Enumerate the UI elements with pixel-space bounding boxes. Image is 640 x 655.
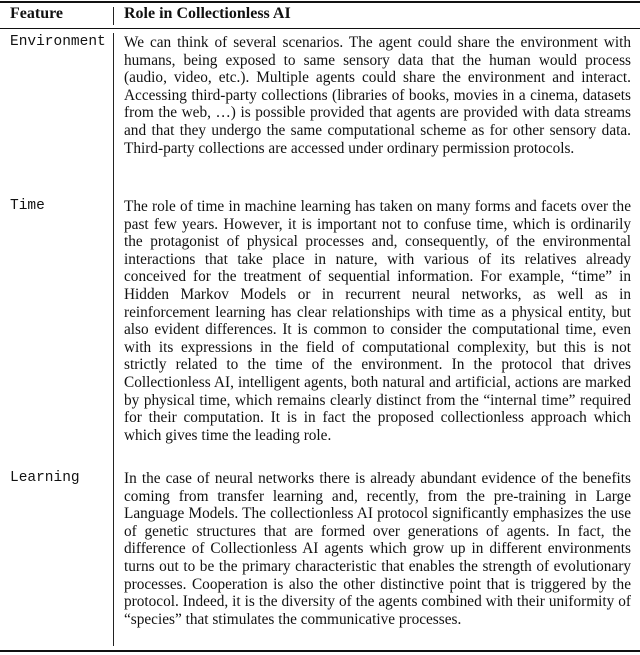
- feature-cell-time: Time: [10, 198, 45, 214]
- top-rule: [0, 1, 640, 3]
- feature-cell-environment: Environment: [10, 34, 106, 50]
- header-role: Role in Collectionless AI: [124, 5, 291, 22]
- header-feature: Feature: [10, 5, 64, 22]
- column-divider-header: [113, 7, 114, 25]
- role-cell-learning: In the case of neural networks there is already abundant evidence of the benefits coming from transfer learning and, recently, from the pre-training in Large Language Models. The collectionless AI protocol significantly emphasizes the use of genetic structures that are formed over generations of agents. In fact, the difference of Collectionless AI agents which grow up in different environments turns out to be the primary characteristic that enables the strength of evolutionary processes. Cooperation is also the other distinctive point that is triggered by the protocol. Indeed, it is the diversity of the agents combined with their uniformity of “species” that stimulates the communicative processes.: [124, 470, 631, 628]
- role-cell-time: The role of time in machine learning has taken on many forms and facets over the past few years. However, it is important not to confuse time, which is ordinarily the protagonist of physical processes and, consequently, of the environmental interactions that take place in nature, with various of its relatives already conceived for the treatment of sequential information. For example, “time” in Hidden Markov Models or in recurrent neural networks, as well as in reinforcement learning has clear relationships with time as a physical entity, but also evident differences. It is common to consider the computational time, even with its expressions in the field of computational complexity, but this is not strictly related to the time of the environment. In the protocol that drives Collectionless AI, intelligent agents, both natural and artificial, actions are marked by physical time, which remains clearly distinct from the “internal time” required for their computation. It is in fact the proposed collectionless approach which which gives time the leading role.: [124, 198, 631, 444]
- bottom-rule: [0, 650, 640, 652]
- header-rule: [0, 28, 640, 29]
- feature-cell-learning: Learning: [10, 470, 80, 486]
- column-divider-body: [113, 33, 114, 646]
- role-cell-environment: We can think of several scenarios. The agent could share the environment with humans, being exposed to same sensory data that the human would process (audio, video, etc.). Multiple agents could share the environment and interact. Accessing third-party collections (libraries of books, movies in a cinema, datasets from the web, …) is possible provided that agents are provided with data streams and that they undergo the same computational scheme as for other sensory data. Third-party collections are accessed under ordinary permission protocols.: [124, 34, 631, 157]
